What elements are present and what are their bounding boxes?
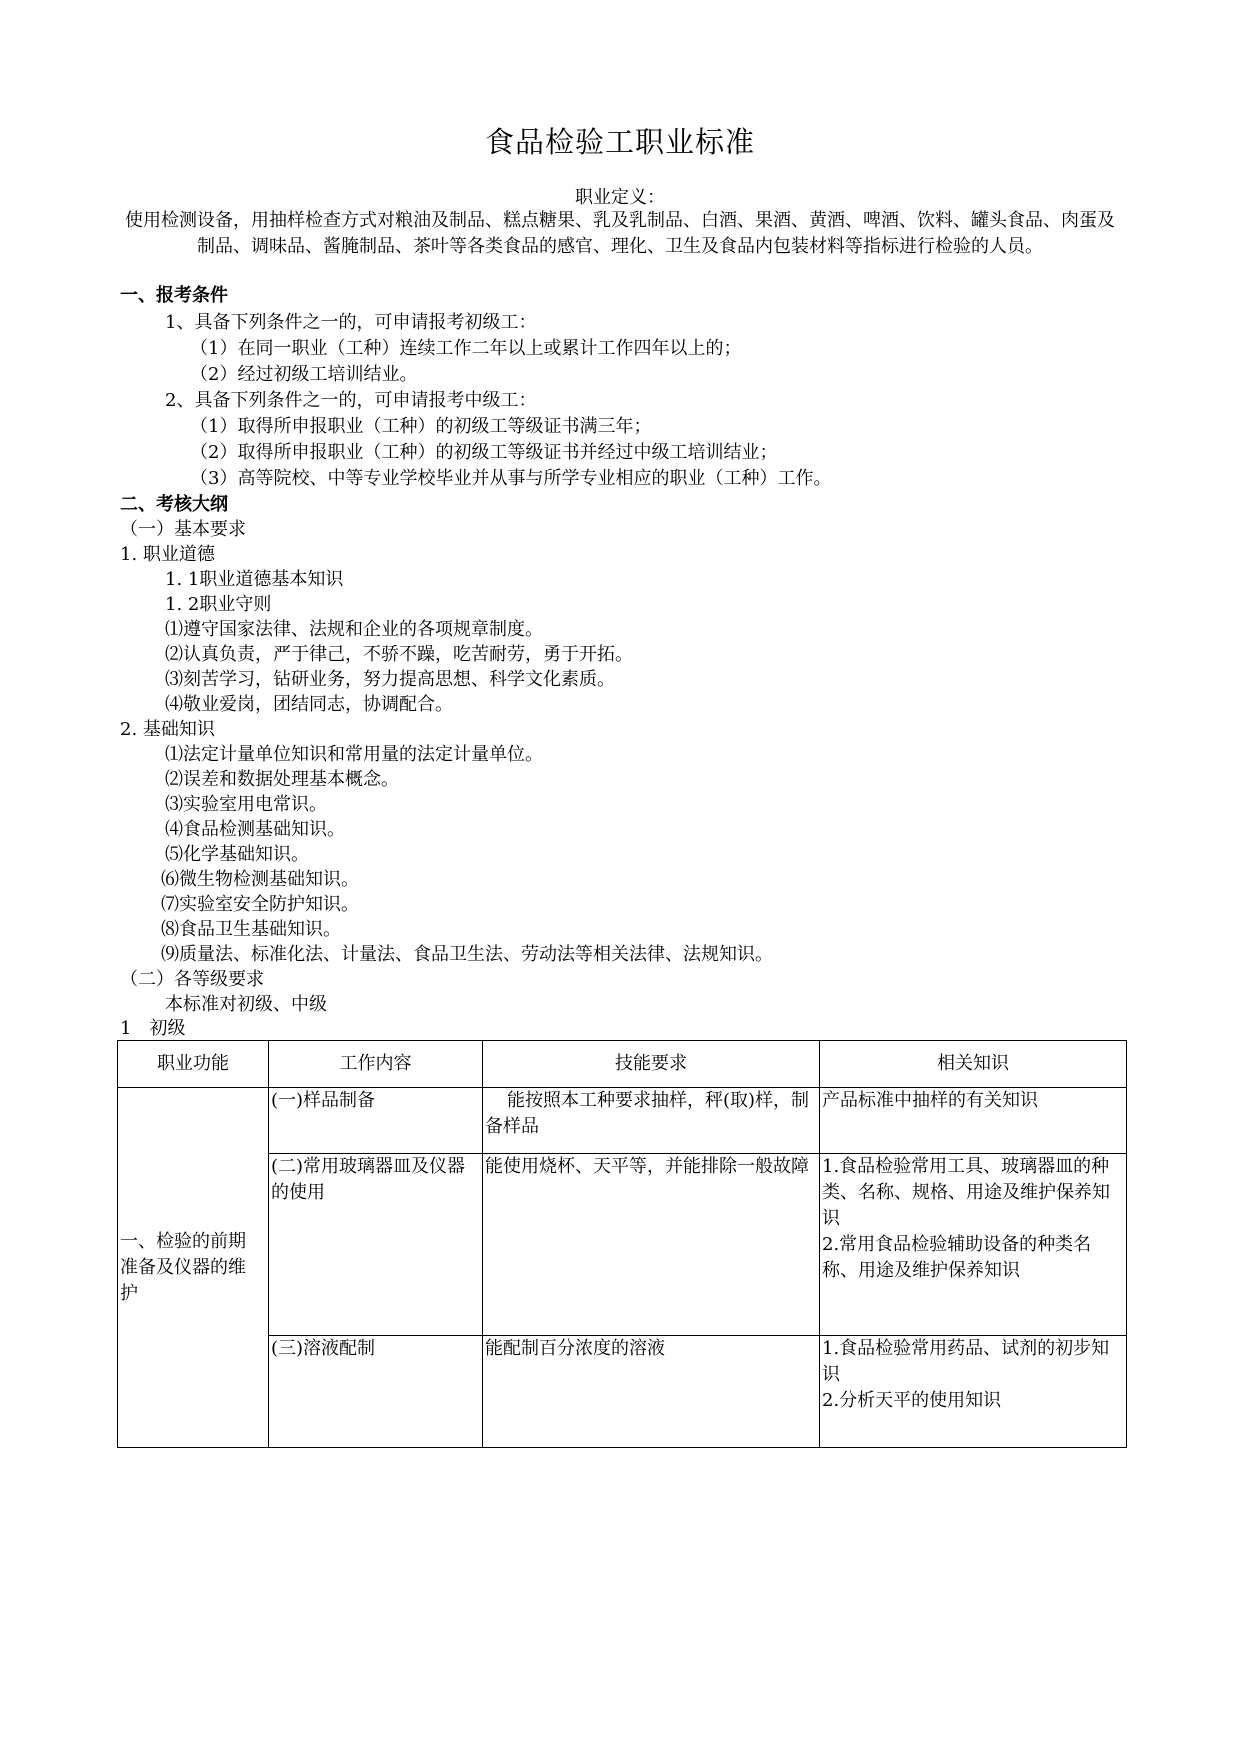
condition-item-2-sub-3: （3）高等院校、中等专业学校毕业并从事与所学专业相应的职业（工种）工作。 [190, 468, 832, 489]
header-cell-function: 职业功能 [118, 1041, 269, 1088]
skill-cell: 能配制百分浓度的溶液 [483, 1336, 820, 1448]
knowledge-line: 2.分析天平的使用知识 [822, 1390, 1002, 1411]
ethics-code-heading: 1. 2职业守则 [165, 594, 272, 615]
ethics-item: ⑵认真负责，严于律己，不骄不躁，吃苦耐劳，勇于开拓。 [165, 644, 633, 665]
basics-item: ⑻食品卫生基础知识。 [161, 919, 341, 940]
level-1-heading: 1 初级 [120, 1018, 186, 1039]
section-heading-assessment-outline: 二、考核大纲 [120, 494, 228, 515]
basic-requirements-heading: （一）基本要求 [120, 519, 246, 540]
basics-item: ⑺实验室安全防护知识。 [161, 894, 359, 915]
header-cell-skill: 技能要求 [483, 1041, 820, 1088]
section-heading-exam-conditions: 一、报考条件 [120, 285, 228, 306]
skills-table [117, 1040, 1127, 1448]
definition-text: 使用检测设备，用抽样检查方式对粮油及制品、糕点糖果、乳及乳制品、白酒、果酒、黄酒、啤酒、饮料、罐头食品、肉蛋及制品、调味品、酱腌制品、茶叶等各类食品的感官、理化、卫生及食品内包装材料等指标进行检验的人员。 [125, 210, 1115, 257]
header-cell-knowledge: 相关知识 [820, 1041, 1127, 1088]
condition-item-2-sub-1: （1）取得所申报职业（工种）的初级工等级证书满三年； [190, 416, 652, 437]
function-cell: 一、检验的前期准备及仪器的维护 [118, 1088, 269, 1448]
knowledge-line: 产品标准中抽样的有关知识 [822, 1090, 1038, 1111]
ethics-item: ⑴遵守国家法律、法规和企业的各项规章制度。 [165, 619, 543, 640]
table-row [118, 1336, 1127, 1448]
basics-item: ⑼质量法、标准化法、计量法、食品卫生法、劳动法等相关法律、法规知识。 [161, 944, 773, 965]
ethics-heading: 1. 职业道德 [120, 544, 215, 565]
basics-item: ⑹微生物检测基础知识。 [161, 869, 359, 890]
condition-item-2: 2、具备下列条件之一的，可申请报考中级工： [165, 390, 537, 411]
knowledge-cell [820, 1336, 1127, 1448]
header-cell-content: 工作内容 [269, 1041, 483, 1088]
condition-item-1-sub-2: （2）经过初级工培训结业。 [190, 364, 418, 385]
basics-item: ⑷食品检测基础知识。 [165, 819, 345, 840]
basics-item: ⑸化学基础知识。 [165, 844, 309, 865]
condition-item-1-sub-1: （1）在同一职业（工种）连续工作二年以上或累计工作四年以上的； [190, 338, 742, 359]
knowledge-line: 1.食品检验常用药品、试剂的初步知识 [822, 1338, 1110, 1385]
ethics-basic-knowledge: 1. 1职业道德基本知识 [165, 569, 344, 590]
skill-cell: 能使用烧杯、天平等，并能排除一般故障 [483, 1154, 820, 1336]
level-note: 本标准对初级、中级 [165, 994, 327, 1015]
condition-item-1: 1、具备下列条件之一的，可申请报考初级工： [165, 312, 537, 333]
condition-item-2-sub-2: （2）取得所申报职业（工种）的初级工等级证书并经过中级工培训结业； [190, 442, 778, 463]
knowledge-cell [820, 1088, 1127, 1154]
table-row [118, 1154, 1127, 1336]
table-header-row [118, 1041, 1127, 1088]
knowledge-line: 1.食品检验常用工具、玻璃器皿的种类、名称、规格、用途及维护保养知识 [822, 1156, 1110, 1229]
skill-cell: 能按照本工种要求抽样，秤(取)样，制备样品 [483, 1088, 820, 1154]
content-cell: (一)样品制备 [269, 1088, 483, 1154]
table-row [118, 1088, 1127, 1154]
content-cell: (二)常用玻璃器皿及仪器的使用 [269, 1154, 483, 1336]
basics-item: ⑵误差和数据处理基本概念。 [165, 769, 399, 790]
basics-heading: 2. 基础知识 [120, 719, 215, 740]
ethics-item: ⑷敬业爱岗，团结同志，协调配合。 [165, 694, 453, 715]
basics-item: ⑶实验室用电常识。 [165, 794, 327, 815]
ethics-item: ⑶刻苦学习，钻研业务，努力提高思想、科学文化素质。 [165, 669, 615, 690]
definition-label: 职业定义： [575, 187, 665, 208]
knowledge-line: 2.常用食品检验辅助设备的种类名称、用途及维护保养知识 [822, 1234, 1092, 1281]
basics-item: ⑴法定计量单位知识和常用量的法定计量单位。 [165, 744, 543, 765]
content-cell: (三)溶液配制 [269, 1336, 483, 1448]
knowledge-cell [820, 1154, 1127, 1336]
document-title: 食品检验工职业标准 [484, 125, 755, 159]
level-requirements-heading: （二）各等级要求 [120, 969, 264, 990]
